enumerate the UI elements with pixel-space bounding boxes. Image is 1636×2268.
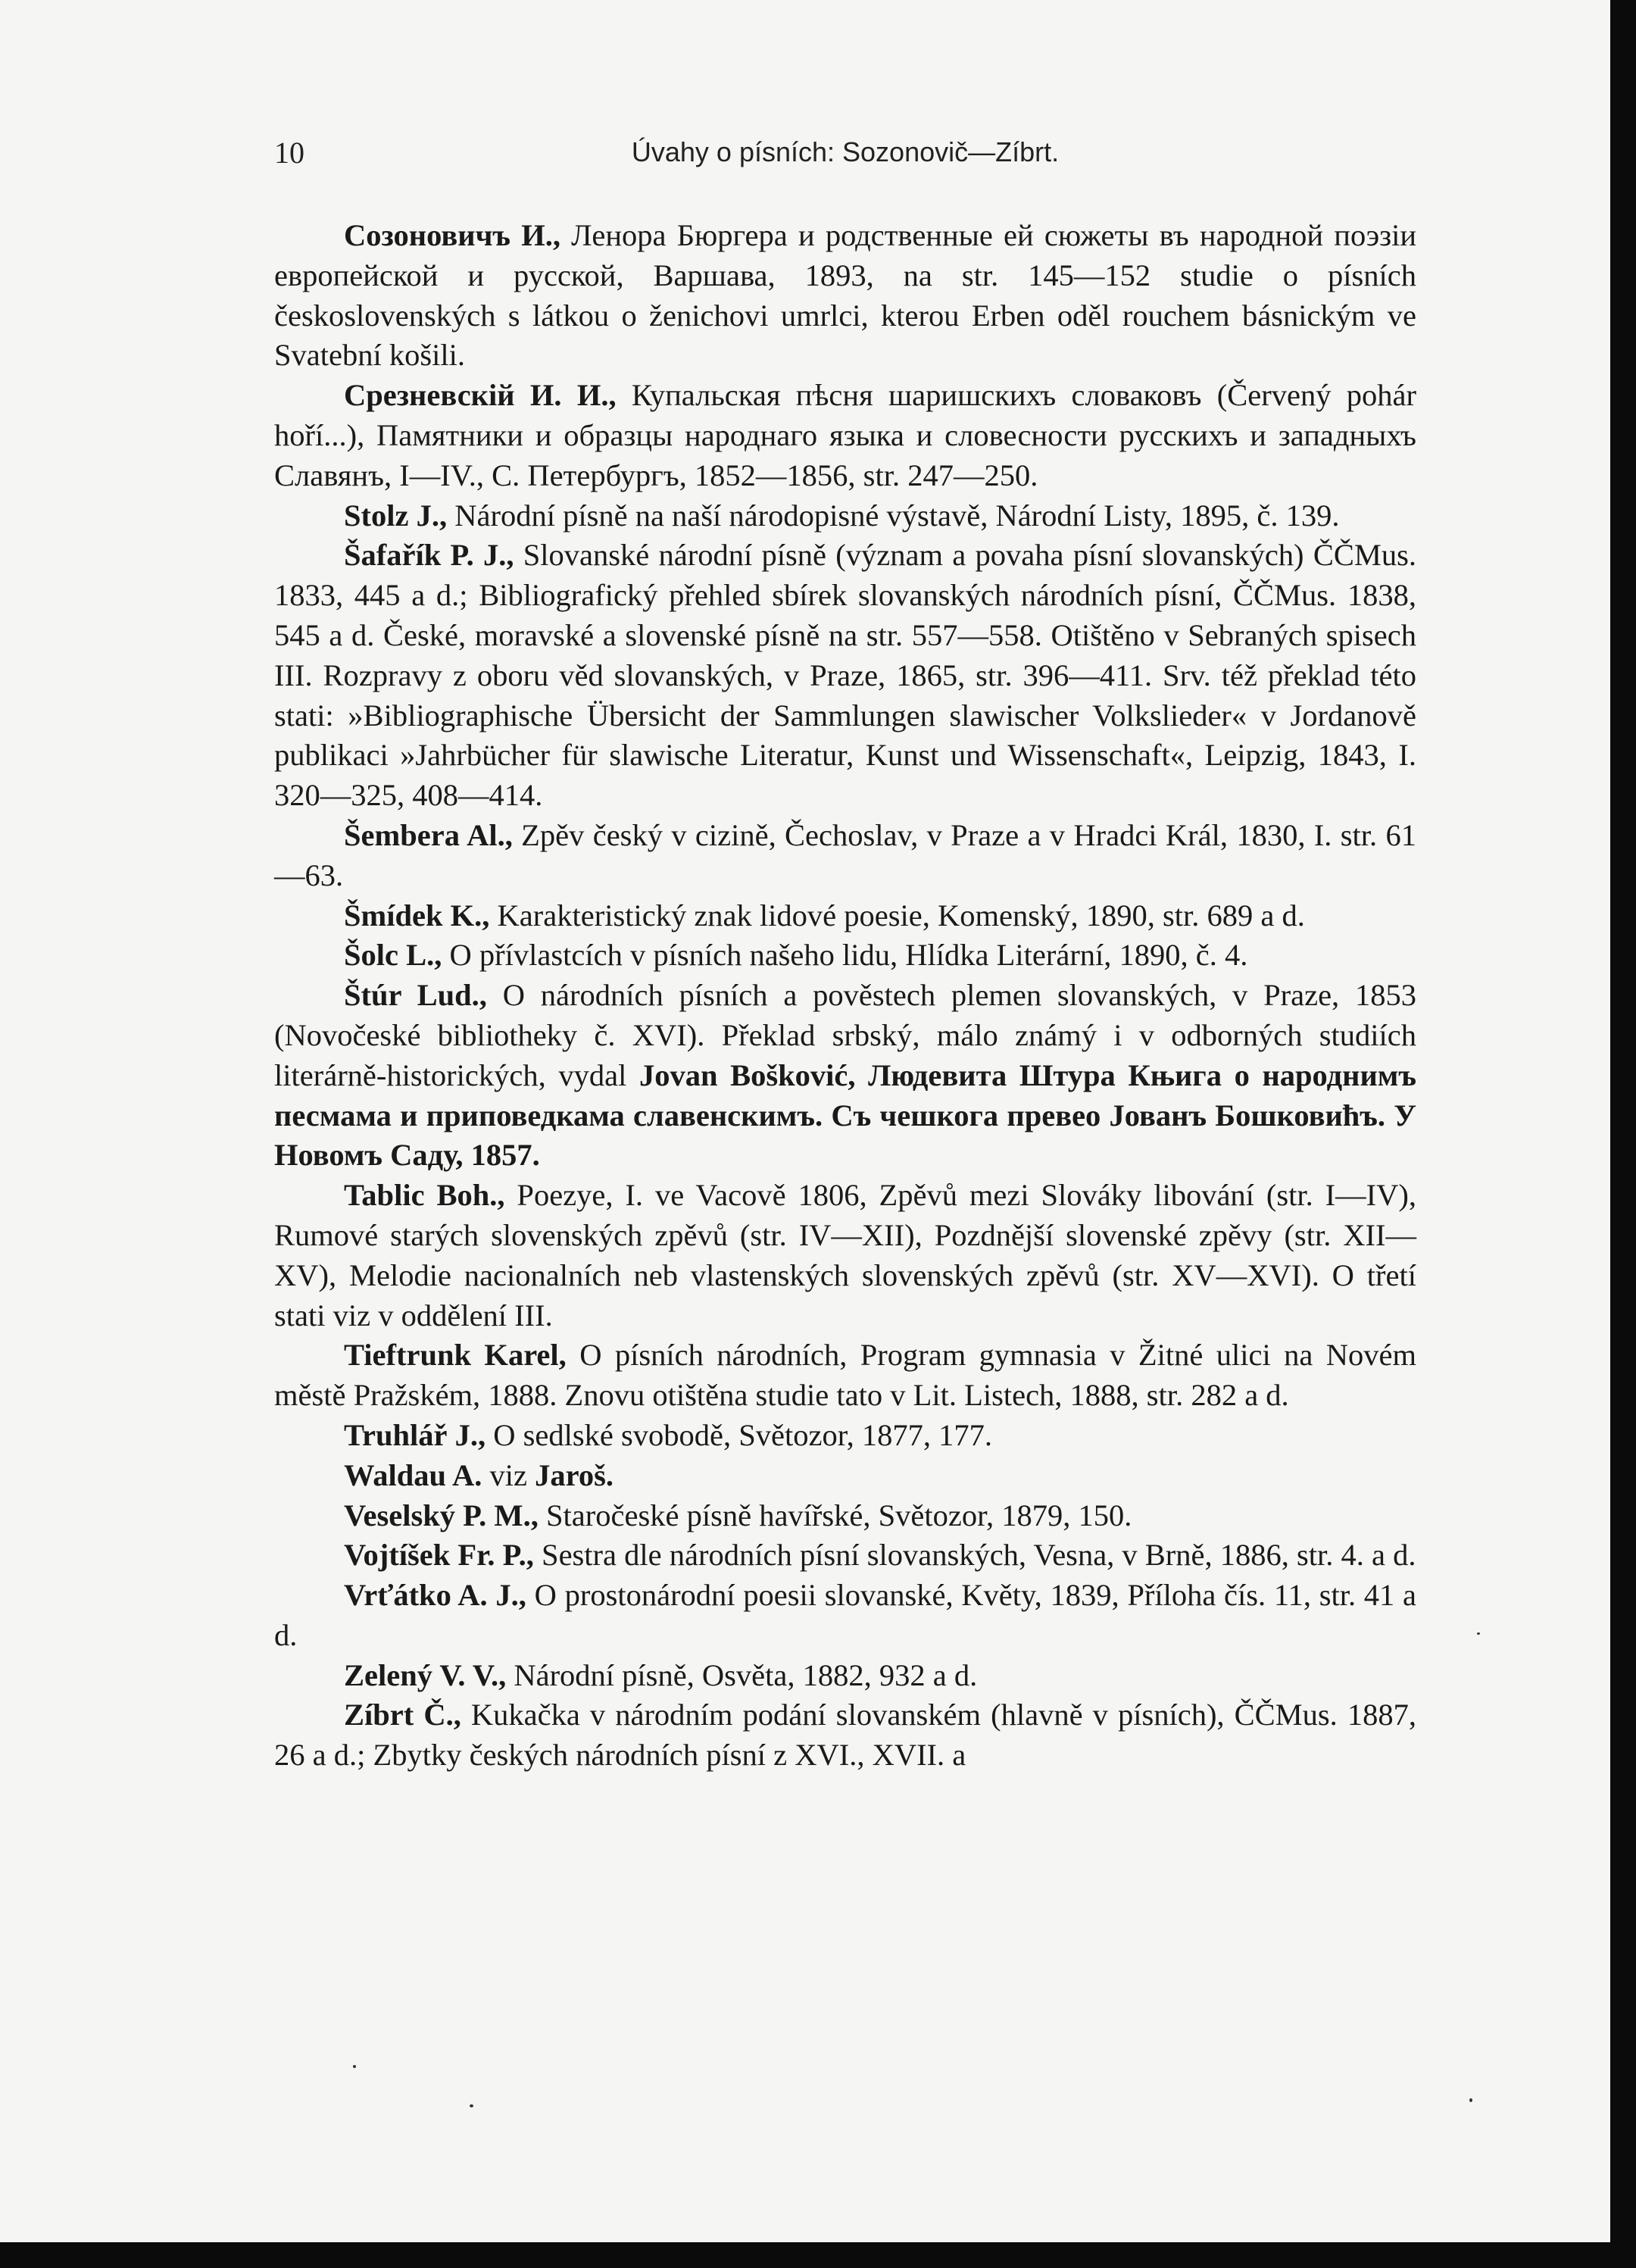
entry-author: Tieftrunk Karel,: [344, 1338, 567, 1373]
entry-author: Šembera Al.,: [344, 817, 513, 852]
entry-text: O přívlastcích v písních našeho lidu, Hlídka Literární, 1890, č. 4.: [442, 938, 1248, 973]
entry-text: Karakteristický znak lidové poesie, Komenský, 1890, str. 689 a d.: [489, 898, 1305, 933]
bibliography-entry: [274, 1535, 1416, 1576]
bibliography-entry: [274, 896, 1416, 936]
running-title: Úvahy o písních: Sozonovič—Zíbrt.: [631, 136, 1060, 167]
entry-text: viz: [482, 1457, 535, 1492]
entry-author: Šolc L.,: [344, 938, 442, 973]
entry-bold-title: Jovan Bošković, Людевита Штура Књига о народнимъ песмама и приповедкама славенскимъ. Съ чешкога превео Јованъ Бошковићъ. У Новомъ Саду, 1857.: [274, 1057, 1416, 1173]
scan-speck: [470, 2104, 473, 2107]
bibliography-entry: [274, 816, 1416, 896]
entry-text: Ленора Бюргера и родственные ей сюжеты въ народной поэзіи европейской и русской, Варшава, 1893, na str. 145—152 studie o písních československých s látkou o ženichovi umrlci, kterou Erben oděl rouchem básnickým ve Svatební košili.: [274, 218, 1417, 373]
entry-text: Kukačka v národním podání slovanském (hlavně v písních), ČČMus. 1887, 26 a d.; Zbytky českých národních písní z XVI., XVII. a: [274, 1698, 1416, 1773]
entry-text: O národních písních a pověstech plemen slovanských, v Praze, 1853 (Novočeské bibliotheky č. XVI). Překlad srbský, málo známý i v odborných studiích literárně-historických, vydal: [274, 978, 1416, 1092]
bibliography-entry: [274, 1335, 1416, 1416]
bibliography-entry: [274, 496, 1416, 536]
entry-author: Tablic Boh.,: [344, 1178, 505, 1213]
bibliography-entry: [274, 1496, 1416, 1536]
entry-author: Veselský P. M.,: [344, 1498, 539, 1532]
entry-author: Созоновичъ И.,: [344, 218, 560, 252]
entry-bold-title: Jaroš.: [535, 1457, 614, 1492]
scan-speck: [1477, 1632, 1480, 1635]
entry-author: Zíbrt Č.,: [344, 1698, 461, 1732]
bibliography-entry: [274, 1656, 1416, 1696]
bibliography-entry: [274, 1416, 1416, 1456]
entry-text: Národní písně, Osvěta, 1882, 932 a d.: [506, 1657, 978, 1692]
bibliography-entry: [274, 376, 1416, 495]
bibliography-entry: [274, 976, 1416, 1176]
entry-text: Zpěv český v cizině, Čechoslav, v Praze a v Hradci Král, 1830, I. str. 61—63.: [274, 817, 1416, 892]
bibliography-list: [274, 216, 1416, 1776]
entry-text: Slovanské národní písně (význam a povaha písní slovanských) ČČMus. 1833, 445 a d.; Bibliografický přehled sbírek slovanských národních písní, ČČMus. 1838, 545 a d. České, moravské a slovenské písně na str. 557—558. Otištěno v Sebraných spisech III. Rozpravy z oboru věd slovanských, v Praze, 1865, str. 396—411. Srv. též překlad této stati: »Bibliographische Übersicht der Sammlungen slawischer Volkslieder« v Jordanově publikaci »Jahrbücher für slawische Literatur, Kunst und Wissenschaft«, Leipzig, 1843, I. 320—325, 408—414.: [274, 538, 1416, 813]
entry-text: O písních národních, Program gymnasia v Žitné ulici na Novém městě Pražském, 1888. Znovu otištěna studie tato v Lit. Listech, 1888, str. 282 a d.: [274, 1338, 1416, 1413]
entry-text: Купальская пѣсня шаришскихъ словаковъ (Červený pohár hoří...), Памятники и образцы народнаго языка и словесности русскихъ и западныхъ Славянъ, I—IV., С. Петербургъ, 1852—1856, str. 247—250.: [274, 378, 1416, 492]
bibliography-entry: [274, 1456, 1416, 1496]
entry-author: Stolz J.,: [344, 498, 448, 533]
entry-text: Poezye, I. ve Vacově 1806, Zpěvů mezi Slováky libování (str. I—IV), Rumové starých slovenských zpěvů (str. IV—XII), Pozdnější slovenské zpěvy (str. XII—XV), Melodie nacionalních neb vlastenských slovenských zpěvů (str. XV—XVI). O třetí stati viz v oddělení III.: [274, 1178, 1416, 1332]
page-header: [274, 135, 1416, 180]
entry-text: O prostonárodní poesii slovanské, Květy, 1839, Příloha čís. 11, str. 41 a d.: [274, 1578, 1416, 1652]
entry-text: Staročeské písně havířské, Světozor, 1879, 150.: [538, 1498, 1132, 1532]
entry-author: Waldau A.: [344, 1457, 482, 1492]
entry-text: Národní písně na naší národopisné výstavě, Národní Listy, 1895, č. 139.: [447, 498, 1340, 533]
entry-text: O sedlské svobodě, Světozor, 1877, 177.: [485, 1417, 992, 1452]
entry-author: Zelený V. V.,: [344, 1657, 507, 1692]
bibliography-entry: [274, 1176, 1416, 1335]
bibliography-entry: [274, 1576, 1416, 1656]
page-number: 10: [274, 136, 304, 170]
entry-author: Šmídek K.,: [344, 898, 490, 933]
bibliography-entry: [274, 216, 1416, 376]
entry-author: Срезневскій И. И.,: [344, 378, 617, 413]
scan-speck: [353, 2065, 356, 2068]
entry-text: Sestra dle národních písní slovanských, Vesna, v Brně, 1886, str. 4. a d.: [533, 1538, 1416, 1573]
entry-author: Štúr Lud.,: [344, 978, 487, 1013]
entry-author: Truhlář J.,: [344, 1417, 486, 1452]
scan-speck: [1469, 2098, 1472, 2102]
bibliography-entry: [274, 936, 1416, 976]
bibliography-entry: [274, 1695, 1416, 1776]
bibliography-entry: [274, 536, 1416, 816]
entry-author: Vojtíšek Fr. P.,: [344, 1538, 534, 1573]
entry-author: Vrťátko A. J.,: [344, 1578, 526, 1613]
entry-author: Šafařík P. J.,: [344, 538, 514, 573]
